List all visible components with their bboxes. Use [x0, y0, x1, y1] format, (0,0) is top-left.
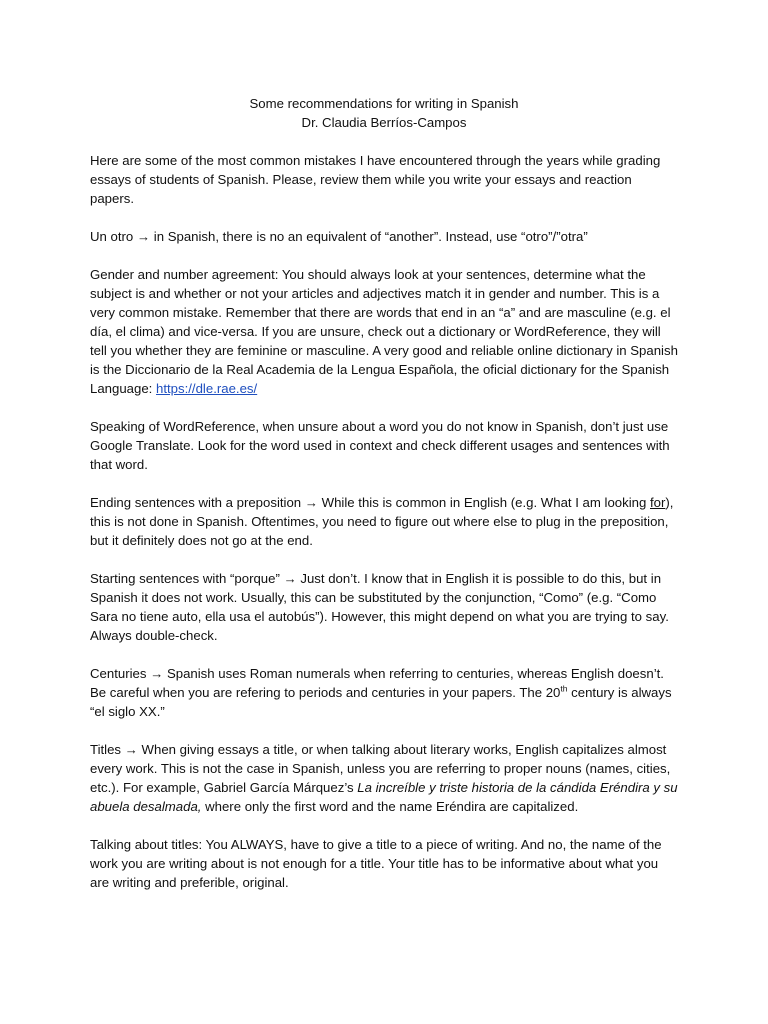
centuries-text-before: Centuries → Spanish uses Roman numerals when referring to centuries, whereas English doesn’t. Be careful when you are refering to periods and centuries in your papers. The 20	[90, 666, 664, 700]
gender-agreement-text: Gender and number agreement: You should always look at your sentences, determine what the subject is and whether or not your articles and adjectives match it in gender and number. This is a very common mistake. Remember that there are words that end in an “a” and are masculine (e.g. el día, el clima) and vice-versa. If you are unsure, check out a dictionary or WordReference, they will tell you whether they are feminine or masculine. A very good and reliable online dictionary in Spanish is the Diccionario de la Real Academia de la Lengua Española, the oficial dictionary for the Spanish Language:	[90, 267, 678, 396]
centuries-paragraph	[90, 664, 678, 721]
wordreference-paragraph: Speaking of WordReference, when unsure about a word you do not know in Spanish, don’t just use Google Translate. Look for the word used in context and check different usages and sentences with that word.	[90, 419, 670, 472]
document-title: Some recommendations for writing in Spanish	[249, 96, 519, 111]
centuries-text-after: century is always “el siglo XX.”	[90, 685, 672, 719]
titles-italic-work: La increíble y triste historia de la cándida Eréndira y su abuela desalmada,	[90, 780, 678, 814]
intro-paragraph: Here are some of the most common mistakes I have encountered through the years while grading essays of students of Spanish. Please, review them while you write your essays and reaction papers.	[90, 153, 661, 206]
document-author: Dr. Claudia Berríos-Campos	[301, 115, 467, 130]
preposition-text-after: ), this is not done in Spanish. Oftentimes, you need to figure out where else to plug in the preposition, but it definitely does not go at the end.	[90, 495, 674, 548]
titles-text-after: where only the first word and the name Eréndira are capitalized.	[201, 799, 579, 814]
preposition-paragraph	[90, 493, 678, 550]
titles-text-before: Titles → When giving essays a title, or when talking about literary works, English capitalizes almost every work. This is not the case in Spanish, unless you are referring to proper nouns (names, cities, etc.). For example, Gabriel García Márquez’s	[90, 742, 671, 795]
gender-agreement-paragraph	[90, 265, 678, 398]
talking-titles-paragraph: Talking about titles: You ALWAYS, have to give a title to a piece of writing. And no, the name of the work you are writing about is not enough for a title. Your title has to be informative about what you are writing and preferible, original.	[90, 837, 662, 890]
otro-paragraph: Un otro → in Spanish, there is no an equivalent of “another”. Instead, use “otro”/”otra”	[90, 229, 588, 244]
titles-paragraph	[90, 740, 678, 816]
preposition-underlined-word: for	[650, 495, 666, 510]
title-block	[90, 94, 678, 132]
porque-paragraph: Starting sentences with “porque” → Just don’t. I know that in English it is possible to do this, but in Spanish it does not work. Usually, this can be substituted by the conjunction, “Como” (e.g. “Como Sara no tiene auto, ella usa el autobús”). However, this might depend on what you are trying to say. Always double-check.	[90, 571, 669, 643]
rae-dictionary-link[interactable]: https://dle.rae.es/	[156, 381, 258, 396]
preposition-text-before: Ending sentences with a preposition → While this is common in English (e.g. What I am looking	[90, 495, 650, 510]
centuries-superscript: th	[560, 683, 568, 694]
